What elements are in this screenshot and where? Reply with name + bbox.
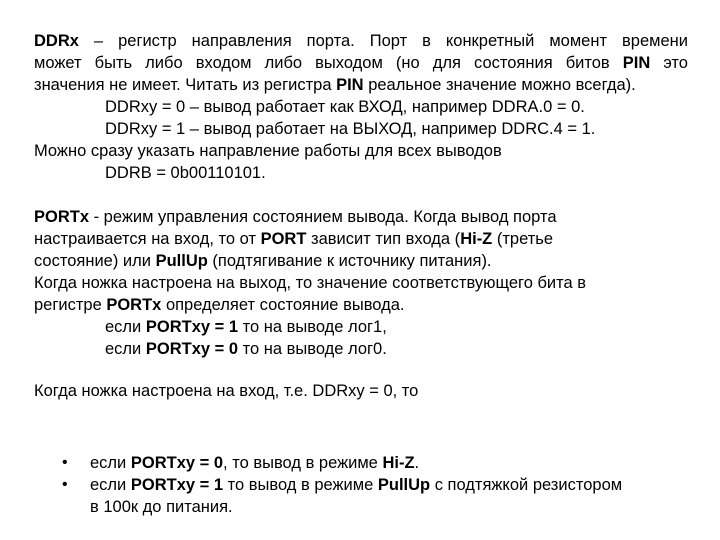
ddr-example-input: DDRxy = 0 – вывод работает как ВХОД, например DDRA.0 = 0. bbox=[105, 98, 585, 116]
ddr-example-output: DDRxy = 1 – вывод работает на ВЫХОД, например DDRC.4 = 1. bbox=[105, 120, 596, 138]
ddr-term: DDRx bbox=[34, 32, 79, 50]
port-line-4: Когда ножка настроена на выход, то значение соответствующего бита в bbox=[34, 274, 587, 292]
input-bullet-pullup: если PORTxy = 1 то вывод в режиме PullUp с подтяжкой резистором bbox=[90, 476, 623, 494]
port-line-5: регистре PORTx определяет состояние вывода. bbox=[34, 296, 405, 314]
ddr-line-3: значения не имеет. Читать из регистра PIN реальное значение можно всегда). bbox=[34, 76, 636, 94]
port-term: PORTx bbox=[34, 208, 90, 226]
bullet-marker-2: • bbox=[62, 476, 68, 493]
port-line-1: PORTx - режим управления состоянием вывода. Когда вывод порта bbox=[34, 208, 557, 226]
ddr-note: Можно сразу указать направление работы для всех выводов bbox=[34, 142, 502, 160]
ddr-example-all: DDRB = 0b00110101. bbox=[105, 164, 266, 182]
port-case-low: если PORTxy = 0 то на выводе лог0. bbox=[105, 340, 387, 358]
port-line-2: настраивается на вход, то от PORT зависит тип входа (Hi-Z (третье bbox=[34, 230, 554, 248]
ddr-line-1: DDRx – регистр направления порта. Порт в конкретный момент времени bbox=[34, 32, 688, 50]
port-case-high: если PORTxy = 1 то на выводе лог1, bbox=[105, 318, 387, 336]
input-bullet-pullup-cont: в 100к до питания. bbox=[90, 498, 233, 516]
port-line-3: состояние) или PullUp (подтягивание к источнику питания). bbox=[34, 252, 492, 270]
ddr-line-2: может быть либо входом либо выходом (но для состояния битов PIN это bbox=[34, 54, 688, 72]
bullet-marker-1: • bbox=[62, 454, 68, 471]
input-intro: Когда ножка настроена на вход, т.е. DDRxy = 0, то bbox=[34, 382, 419, 400]
input-bullet-hiz: если PORTxy = 0, то вывод в режиме Hi-Z. bbox=[90, 454, 420, 472]
